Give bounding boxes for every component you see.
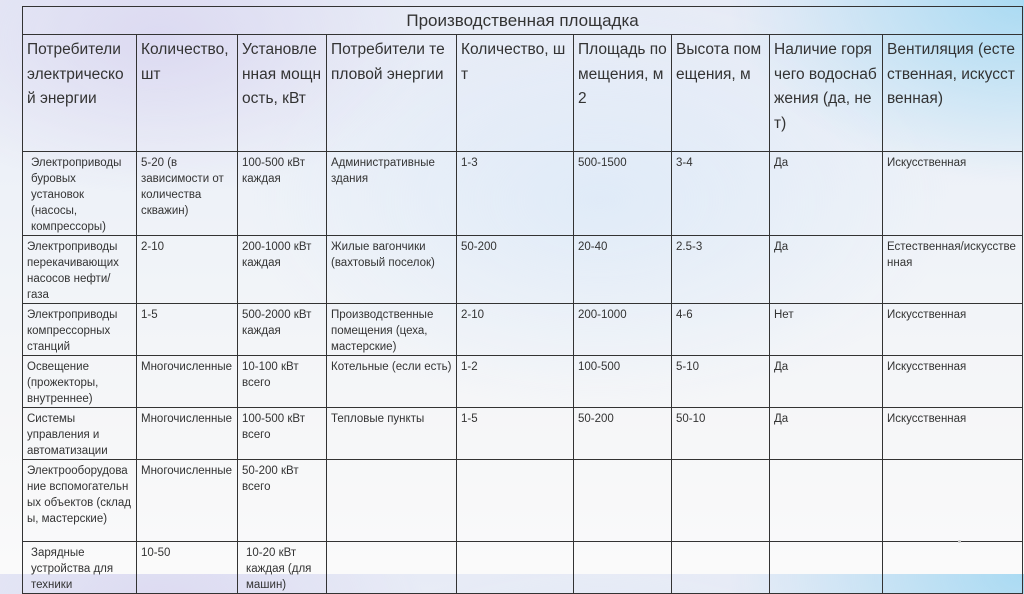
table-cell: 5-20 (в зависимости от количества скважин) <box>137 152 238 236</box>
table-cell: Административные здания <box>327 152 457 236</box>
table-row <box>23 304 1023 356</box>
table-cell: 10-20 кВт каждая (для машин) <box>238 542 327 594</box>
table-cell <box>574 460 672 542</box>
table-cell: Многочисленные <box>137 356 238 408</box>
table-row <box>23 408 1023 460</box>
table-cell <box>770 542 883 594</box>
table-cell: Естественная/искусственная <box>883 236 1023 304</box>
table-cell: Электрооборудование вспомогательных объектов (склады, мастерские) <box>23 460 137 542</box>
table-cell: 3-4 <box>672 152 770 236</box>
table-cell: 500-2000 кВт каждая <box>238 304 327 356</box>
table-cell: Жилые вагончики (вахтовый поселок) <box>327 236 457 304</box>
production-site-table <box>22 6 1023 594</box>
table-cell: 50-200 <box>574 408 672 460</box>
table-cell: Искусственная <box>883 408 1023 460</box>
table-cell: 200-1000 <box>574 304 672 356</box>
table-caption: Производственная площадка <box>23 7 1023 35</box>
table-cell <box>574 542 672 594</box>
column-header: Количество, шт <box>457 35 574 152</box>
table-cell: Искусственная <box>883 356 1023 408</box>
table-cell: 50-10 <box>672 408 770 460</box>
table-cell: 1-2 <box>457 356 574 408</box>
slide-dot-mark <box>958 540 961 543</box>
table-cell: 2.5-3 <box>672 236 770 304</box>
header-row <box>23 35 1023 152</box>
column-header: Высота помещения, м <box>672 35 770 152</box>
table-row <box>23 460 1023 542</box>
table-cell <box>327 460 457 542</box>
table-row <box>23 152 1023 236</box>
table-cell: Освещение (прожекторы, внутреннее) <box>23 356 137 408</box>
table-cell: Многочисленные <box>137 460 238 542</box>
table-cell: 2-10 <box>137 236 238 304</box>
table-cell: Искусственная <box>883 304 1023 356</box>
table-cell: Да <box>770 152 883 236</box>
table-cell: 4-6 <box>672 304 770 356</box>
column-header: Площадь помещения, м2 <box>574 35 672 152</box>
table-cell <box>770 460 883 542</box>
table-cell: Электроприводы буровых установок (насосы, компрессоры) <box>23 152 137 236</box>
table-cell: 1-5 <box>457 408 574 460</box>
table-cell: 1-3 <box>457 152 574 236</box>
table-cell: Многочисленные <box>137 408 238 460</box>
table-cell: 200-1000 кВт каждая <box>238 236 327 304</box>
table-cell: Системы управления и автоматизации <box>23 408 137 460</box>
column-header: Вентиляция (естественная, искусственная) <box>883 35 1023 152</box>
table-row <box>23 356 1023 408</box>
table-cell: 100-500 кВт всего <box>238 408 327 460</box>
table-cell: 5-10 <box>672 356 770 408</box>
column-header: Потребители электрической энергии <box>23 35 137 152</box>
table-cell <box>883 460 1023 542</box>
table-cell: Искусственная <box>883 152 1023 236</box>
column-header: Потребители тепловой энергии <box>327 35 457 152</box>
table-cell: 50-200 <box>457 236 574 304</box>
table-cell: Нет <box>770 304 883 356</box>
table-cell: Электроприводы перекачивающих насосов нефти/газа <box>23 236 137 304</box>
table-cell: Да <box>770 356 883 408</box>
table-cell: 2-10 <box>457 304 574 356</box>
table-cell: 1-5 <box>137 304 238 356</box>
table-cell: Зарядные устройства для техники <box>23 542 137 594</box>
column-header: Наличие горячего водоснабжения (да, нет) <box>770 35 883 152</box>
table-cell: Электроприводы компрессорных станций <box>23 304 137 356</box>
table-cell: 100-500 кВт каждая <box>238 152 327 236</box>
table-cell <box>672 542 770 594</box>
table-row <box>23 542 1023 594</box>
table-cell: 20-40 <box>574 236 672 304</box>
table-cell <box>672 460 770 542</box>
table-cell: Тепловые пункты <box>327 408 457 460</box>
column-header: Установленная мощность, кВт <box>238 35 327 152</box>
table-cell: Да <box>770 236 883 304</box>
table-cell: 10-100 кВт всего <box>238 356 327 408</box>
table-cell <box>327 542 457 594</box>
table-cell: 10-50 <box>137 542 238 594</box>
table-cell <box>457 460 574 542</box>
table-cell: 50-200 кВт всего <box>238 460 327 542</box>
table-cell <box>883 542 1023 594</box>
table-cell: Да <box>770 408 883 460</box>
table-cell <box>457 542 574 594</box>
table-cell: 100-500 <box>574 356 672 408</box>
table-cell: 500-1500 <box>574 152 672 236</box>
table-cell: Производственные помещения (цеха, мастерские) <box>327 304 457 356</box>
column-header: Количество, шт <box>137 35 238 152</box>
table-row <box>23 236 1023 304</box>
table-cell: Котельные (если есть) <box>327 356 457 408</box>
